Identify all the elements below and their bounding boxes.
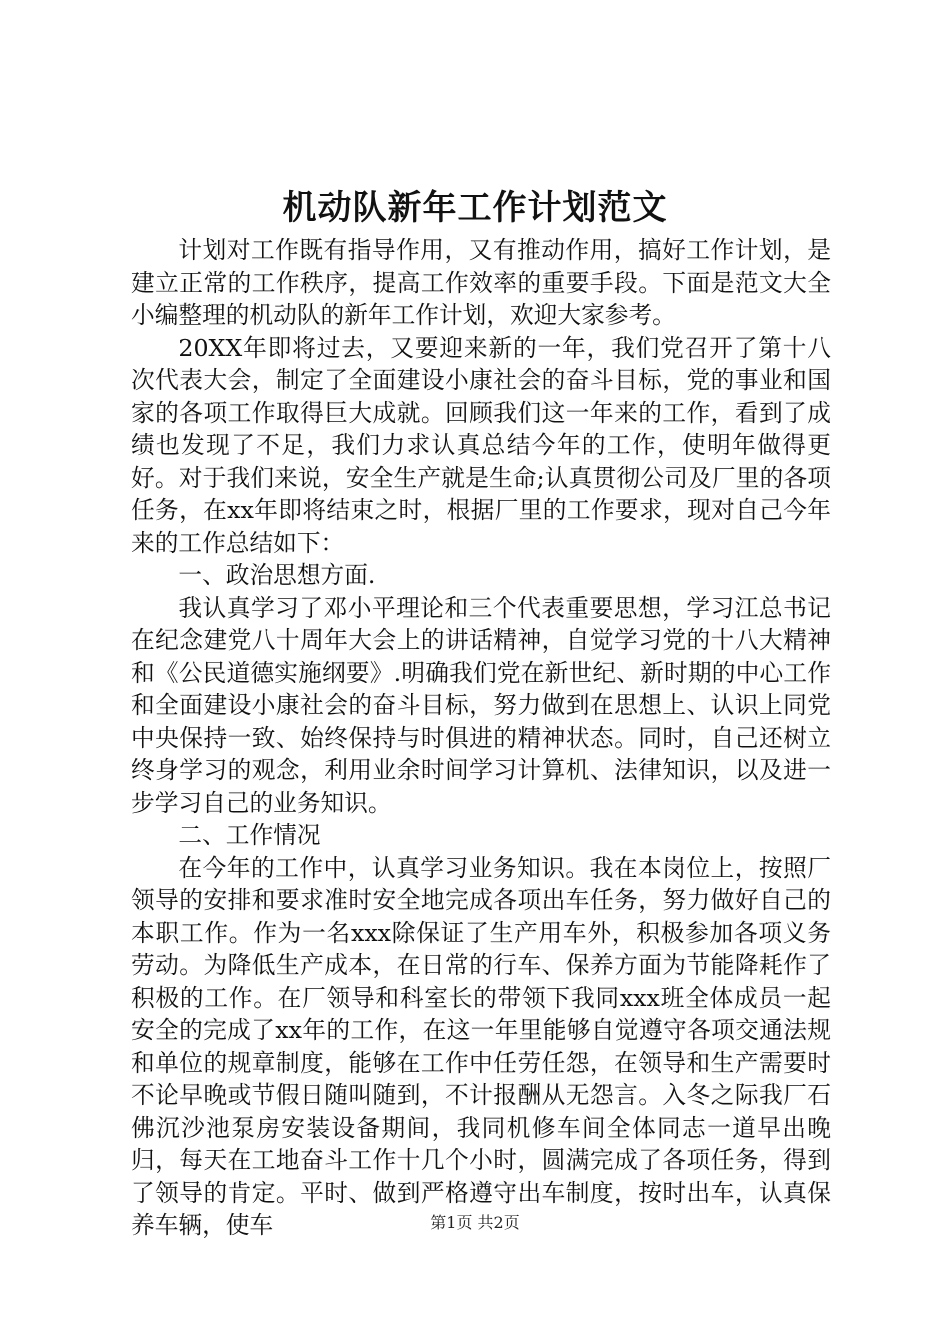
paragraph-work: 在今年的工作中，认真学习业务知识。我在本岗位上，按照厂领导的安排和要求准时安全地完成各项出车任务，努力做好自己的本职工作。作为一名xxx除保证了生产用车外，积极参加各项义务劳动。为降低生产成本，在日常的行车、保养方面为节能降耗作了积极的工作。在厂领导和科室长的带领下我同xxx班全体成员一起安全的完成了xx年的工作，在这一年里能够自觉遵守各项交通法规和单位的规章制度，能够在工作中任劳任怨，在领导和生产需要时不论早晚或节假日随叫随到，不计报酬从无怨言。入冬之际我厂石佛沉沙池泵房安装设备期间，我同机修车间全体同志一道早出晚归，每天在工地奋斗工作十几个小时，圆满完成了各项任务，得到了领导的肯定。平时、做到严格遵守出车制度，按时出车，认真保养车辆，使车 [131,853,831,1239]
section-heading-politics: 一、政治思想方面. [178,561,376,589]
document-title: 机动队新年工作计划范文 [282,188,668,228]
document-body [131,234,831,1242]
section-heading-work: 二、工作情况 [178,821,321,849]
paragraph-intro: 计划对工作既有指导作用，又有推动作用，搞好工作计划，是建立正常的工作秩序，提高工作效率的重要手段。下面是范文大全小编整理的机动队的新年工作计划，欢迎大家参考。 [131,236,831,329]
paragraph-politics: 我认真学习了邓小平理论和三个代表重要思想，学习江总书记在纪念建党八十周年大会上的讲话精神，自觉学习党的十八大精神和《公民道德实施纲要》.明确我们党在新世纪、新时期的中心工作和全面建设小康社会的奋斗目标，努力做到在思想上、认识上同党中央保持一致、始终保持与时俱进的精神状态。同时，自己还树立终身学习的观念，利用业余时间学习计算机、法律知识，以及进一步学习自己的业务知识。 [131,593,831,817]
page-footer: 第1页 共2页 [430,1213,520,1232]
paragraph-overview: 20XX年即将过去，又要迎来新的一年，我们党召开了第十八次代表大会，制定了全面建设小康社会的奋斗目标，党的事业和国家的各项工作取得巨大成就。回顾我们这一年来的工作，看到了成绩也发现了不足，我们力求认真总结今年的工作，使明年做得更好。对于我们来说，安全生产就是生命;认真贯彻公司及厂里的各项任务，在xx年即将结束之时，根据厂里的工作要求，现对自己今年来的工作总结如下： [131,333,831,557]
